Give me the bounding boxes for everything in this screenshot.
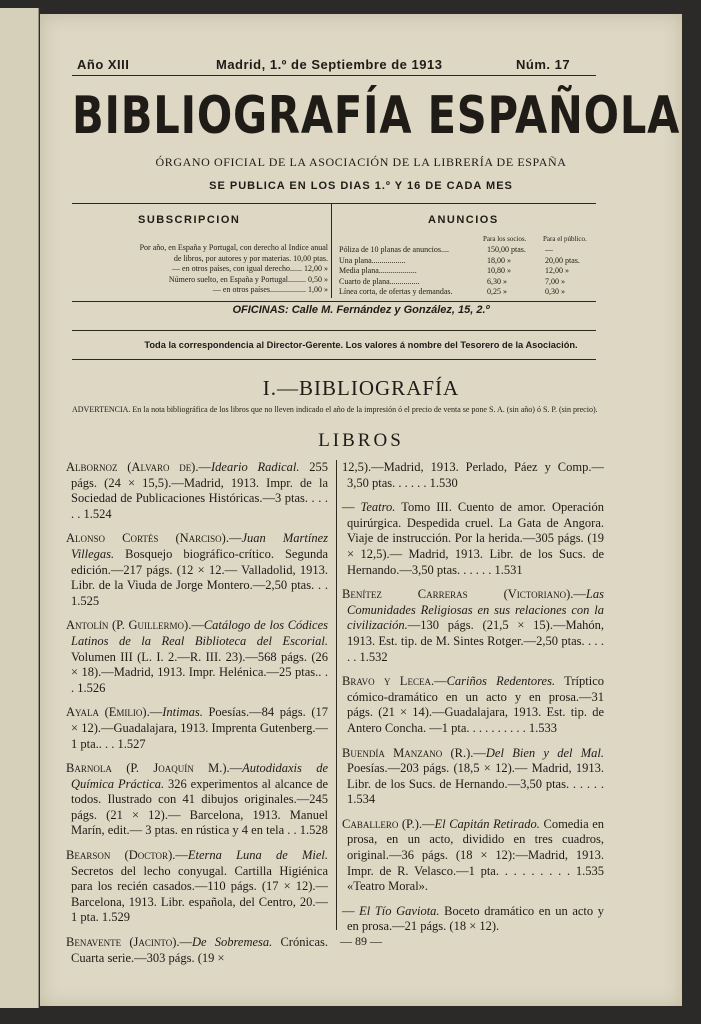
- offices-rule: [72, 330, 596, 331]
- book-entry: 12,5).—Madrid, 1913. Perlado, Páez y Comp.—3,50 ptas. . . . . . 1.530: [342, 460, 604, 490]
- correspondence-rule: [72, 359, 596, 360]
- issue-year: Año XIII: [77, 57, 130, 72]
- subscription-line: Por año, en España y Portugal, con derecho al Indice anual: [139, 243, 328, 252]
- ads-heading: ANUNCIOS: [428, 214, 499, 226]
- masthead-title: BIBLIOGRAFÍA ESPAÑOLA: [72, 86, 681, 146]
- issue-number: Núm. 17: [516, 57, 571, 72]
- box-divider: [331, 204, 332, 298]
- book-entry: Caballero (P.).—El Capitán Retirado. Comedia en prosa, en un acto, dividido en tres cuadros, original.—36 págs. (18 × 12):—Madrid, 1913. Impr. de R. Velasco.—1 pta. . . . . . . . . 1.535 «Teatro Moral».: [342, 816, 604, 894]
- header-rule: [72, 75, 596, 76]
- masthead-rule: [72, 203, 596, 204]
- ads-col-publico: Para el público.: [543, 235, 587, 243]
- book-entry: Albornoz (Alvaro de).—Ideario Radical. 255 págs. (24 × 15,5).—Madrid, 1913. Impr. de la Sociedad de Publicaciones Históricas.—3 ptas. . . . . . 1.524: [66, 460, 329, 521]
- book-entry: — El Tío Gaviota. Boceto dramático en un acto y en prosa.—21 págs. (18 × 12).: [342, 903, 605, 934]
- offices-address: OFICINAS: Calle M. Fernández y González, 15, 2.º: [232, 304, 490, 316]
- box-bottom-rule: [72, 301, 596, 302]
- facing-page-edge: [0, 8, 39, 1008]
- subscription-heading: SUBSCRIPCION: [138, 214, 241, 226]
- book-entry: Ayala (Emilio).—Intimas. Poesías.—84 págs. (17 × 12).—Guadalajara, 1913. Imprenta Gutenberg.—1 pta.. . . 1.527: [66, 705, 328, 751]
- ads-col-socios: Para los socios.: [483, 235, 527, 243]
- subscription-list: [66, 243, 328, 296]
- subscription-line: — en otros países, con igual derecho...... 12,00 »: [172, 264, 328, 273]
- subscription-line: Número suelto, en España y Portugal......... 0,50 »: [168, 274, 328, 284]
- book-entry: — Teatro. Tomo III. Cuento de amor. Operación quirúrgica. Despedida cruel. La Gata de Angora. Viaje de instrucción. Por la herida.—305 págs. (19 × 12,5).— Madrid, 1913. Libr. de los Sucs. de Hernando.—3,50 ptas. . . . . . 1.531: [342, 500, 605, 577]
- entries-right-column: [342, 460, 604, 944]
- page-number: — 89 —: [340, 934, 382, 948]
- issue-dateline: Madrid, 1.º de Septiembre de 1913: [216, 57, 443, 72]
- journal-page: [40, 14, 682, 1006]
- book-entry: Barnola (P. Joaquín M.).—Autodidaxis de Química Práctica. 326 experimentos al alcance de todos. Ilustrado con 41 dibujos originales.—245 págs. (21 × 12).— Barcelona, 1913. Manuel Marín, edit.— 3 ptas. en rústica y 4 en tela . . 1.528: [66, 761, 329, 838]
- book-entry: Antolín (P. Guillermo).—Catálogo de los Códices Latinos de la Real Biblioteca del Escorial. Volumen III (L. I. 2.—R. III. 23).—568 págs. (26 × 18).—Madrid, 1913. Impr. Helénica.—25 ptas.. . . 1.526: [66, 618, 328, 695]
- book-entry: Benavente (Jacinto).—De Sobremesa. Crónicas. Cuarta serie.—303 págs. (19 ×: [66, 935, 328, 965]
- ads-table: [339, 245, 580, 298]
- book-entry: Buendía Manzano (R.).—Del Bien y del Mal. Poesías.—203 págs. (18,5 × 12).— Madrid, 1913. Libr. de los Sucs. de Hernando.—3,50 ptas. . . . . . 1.534: [342, 745, 604, 807]
- book-entry: Bearson (Doctor).—Eterna Luna de Miel. Secretos del lecho conyugal. Cartilla Higiénica para los recién casados.—110 págs. (17 × 12).—Barcelona, 1913. Libr. española, del Centro, 20.—1 pta. 1.529: [66, 848, 328, 925]
- book-entry: Bravo y Lecea.—Cariños Redentores. Tríptico cómico-dramático en un acto y en prosa.—31 págs. (21 × 14).—Guadalajara, 1913. Est. tip. de Antero Concha. —1 pta. . . . . . . . . . 1.533: [342, 674, 604, 735]
- book-entry: Benítez Carreras (Victoriano).—Las Comunidades Religiosas en sus relaciones con la civilización.—130 págs. (21,5 × 15).—Mahón, 1913. Est. tip. de M. Sintes Rotger.—2,50 ptas. . . . . . 1.532: [342, 587, 604, 664]
- correspondence-note: Toda la correspondencia al Director-Gerente. Los valores á nombre del Tesorero de la Asociación.: [144, 340, 578, 350]
- subscription-line: — en otros países.................. 1,00 »: [212, 285, 328, 294]
- book-entry: Alonso Cortés (Narciso).—Juan Martínez Villegas. Bosquejo biográfico-crítico. Segunda edición.—217 págs. (12 × 12.— Valladolid, 1913. Libr. de la Viuda de Jorge Montero.—2,50 ptas. . . 1.525: [66, 531, 329, 608]
- publication-frequency: SE PUBLICA EN LOS DIAS 1.º Y 16 DE CADA MES: [209, 180, 513, 192]
- libros-heading: LIBROS: [318, 430, 404, 451]
- entries-left-column: [66, 460, 328, 975]
- ads-row: Media plana................... 10,80 » 12,00 »: [339, 266, 569, 275]
- column-divider: [336, 460, 337, 930]
- ads-row: Póliza de 10 planas de anuncios.... 150,00 ptas. —: [339, 245, 553, 254]
- subscription-line: de libros, por autores y por materias. 10,00 ptas.: [173, 253, 328, 263]
- ads-row: Línea corta, de ofertas y demandas. 0,25 » 0,30 »: [339, 287, 565, 296]
- ads-row: Una plana................. 18,00 » 20,00 ptas.: [339, 255, 580, 265]
- ads-row: Cuarto de plana............... 6,30 » 7,00 »: [339, 276, 565, 286]
- advertencia-note: ADVERTENCIA. En la nota bibliográfica de los libros que no lleven indicado el año de la impresión ó el precio de venta se pone S. A. (sin año) ó S. P. (sin precio).: [72, 405, 598, 414]
- masthead-subtitle: ÓRGANO OFICIAL DE LA ASOCIACIÓN DE LA LIBRERÍA DE ESPAÑA: [155, 155, 567, 169]
- section-title: I.—BIBLIOGRAFÍA: [262, 376, 460, 400]
